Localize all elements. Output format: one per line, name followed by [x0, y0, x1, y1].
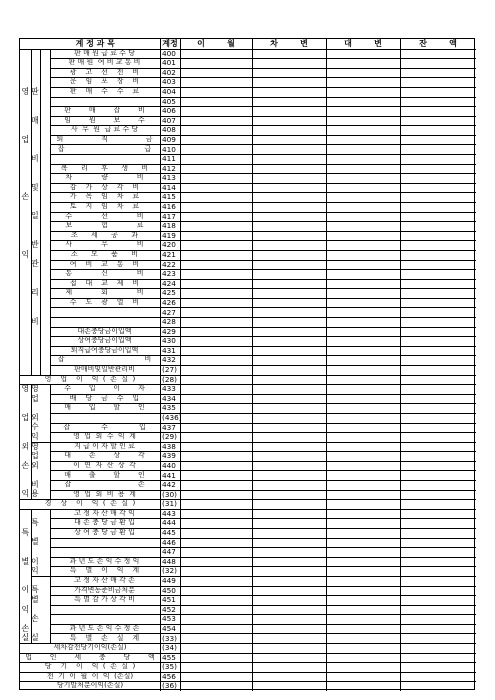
group-char: 특 [31, 585, 39, 595]
row-divider [50, 154, 476, 155]
group-char: 손 [21, 192, 30, 202]
account-name: 보 험 료 [65, 221, 144, 230]
account-code: (32) [162, 566, 177, 576]
account-code: (35) [162, 662, 177, 672]
group-char: 익 [21, 249, 30, 259]
account-name: 특 별 이 익 계 [69, 566, 140, 575]
account-code: 408 [162, 125, 176, 135]
account-code: 418 [162, 221, 176, 231]
column-divider [40, 49, 41, 375]
account-code: 429 [162, 326, 176, 336]
account-code: 425 [162, 288, 176, 298]
group-char: 익 [21, 489, 30, 499]
group-char: 관 [31, 259, 39, 269]
account-code: 420 [162, 240, 176, 250]
account-code: 413 [162, 173, 176, 183]
account-code: 454 [162, 623, 176, 633]
account-name: 특 별 감 가 상 각 비 [74, 595, 135, 604]
row-divider [50, 547, 476, 548]
row-divider [50, 614, 476, 615]
column-divider [50, 384, 51, 499]
group-char: 별 [31, 594, 39, 604]
account-name: 판 매 원 급 료 수 당 [74, 48, 135, 57]
account-code: (28) [162, 374, 177, 384]
account-code: 407 [162, 115, 176, 125]
account-name: 과 년 도 손 익 수 정 익 [69, 556, 140, 565]
group-char: 반 [31, 240, 39, 250]
account-code: 455 [162, 652, 176, 662]
account-code: 417 [162, 211, 176, 221]
account-code: 403 [162, 77, 176, 87]
account-code: 409 [162, 134, 176, 144]
group-char: 수 [31, 422, 39, 432]
group-char: 손 [21, 623, 30, 633]
account-code: 451 [162, 595, 176, 605]
account-name: 특 별 손 실 계 [69, 633, 140, 642]
group-char: 실 [21, 633, 30, 643]
account-name: 영 업 외 비 용 계 [73, 489, 136, 498]
column-divider [50, 49, 51, 375]
group-char: 이 [31, 556, 39, 566]
row-divider [50, 605, 476, 606]
group-char: 비 [31, 316, 39, 326]
group-char: 별 [31, 537, 39, 547]
account-code: 430 [162, 336, 176, 346]
group-char: 이 [21, 585, 30, 595]
account-code: 444 [162, 518, 176, 528]
group-char: 영 [31, 441, 39, 451]
group-char: 업 [21, 412, 30, 422]
account-name: 소 모 품 비 [70, 249, 139, 258]
account-name: 제 회 비 [65, 288, 144, 297]
account-code: (27) [162, 365, 177, 375]
account-name: 토 지 임 차 료 [69, 202, 140, 211]
group-char: 업 [21, 134, 30, 144]
account-code: 414 [162, 182, 176, 192]
account-code: 411 [162, 154, 176, 164]
account-name: 잡 손 [64, 480, 145, 489]
account-code: 450 [162, 585, 176, 595]
account-code: 446 [162, 537, 176, 547]
account-code: 443 [162, 508, 176, 518]
account-name: 배 당 금 수 입 [69, 393, 140, 402]
group-char: 특 [31, 518, 39, 528]
account-name: 판매비및일반관리비 [74, 365, 135, 374]
account-code: (33) [162, 633, 177, 643]
header-month: 이 월 [197, 39, 235, 48]
account-name: 상여충당금이입액 [77, 336, 132, 345]
account-code: 452 [162, 604, 176, 614]
account-code: 406 [162, 106, 176, 116]
account-name: 고 정 자 산 매 각 손 [74, 575, 135, 584]
account-code: 426 [162, 297, 176, 307]
row-divider [50, 317, 476, 318]
account-name: 가격변동준비금처분 [74, 585, 135, 594]
account-name: 사 무 비 [65, 240, 144, 249]
row-divider [50, 307, 476, 308]
account-code: 416 [162, 202, 176, 212]
account-code: 433 [162, 384, 176, 394]
account-code: (436) [162, 412, 182, 422]
account-code: 439 [162, 451, 176, 461]
account-code: 440 [162, 460, 176, 470]
account-name: 접 대 교 제 비 [69, 278, 140, 287]
account-code: 404 [162, 86, 176, 96]
header-subject: 계 정 과 목 [75, 39, 115, 48]
account-code: 428 [162, 317, 176, 327]
account-code: 424 [162, 278, 176, 288]
account-name: 대손충당금이입액 [77, 326, 132, 335]
account-name: 당 기 이 익 ( 손 실 ) [44, 662, 136, 671]
group-char: 실 [31, 633, 39, 643]
group-char: 손 [21, 460, 30, 470]
account-name: 잡 수 입 [63, 422, 146, 431]
account-name: 퇴직급여충당금이입액 [70, 345, 139, 354]
account-code: 441 [162, 470, 176, 480]
account-name: 차 량 비 [65, 173, 144, 182]
account-code: (34) [162, 643, 177, 653]
group-char: 비 [31, 479, 39, 489]
header-code: 계정 [162, 39, 178, 48]
group-char: 영 [21, 86, 30, 96]
account-code: (31) [162, 499, 177, 509]
account-name: 영 업 외 수 익 계 [73, 432, 136, 441]
account-code: (30) [162, 489, 177, 499]
ledger-sheet [19, 38, 475, 690]
group-char: 업 [31, 393, 39, 403]
account-code: 405 [162, 96, 176, 106]
group-char: 손 [31, 614, 39, 624]
group-char: 외 [31, 460, 39, 470]
account-name: 과 년 도 손 익 수 정 손 [69, 623, 140, 632]
account-code: 427 [162, 307, 176, 317]
account-name: 경 상 이 익 ( 손 실 ) [44, 499, 136, 508]
group-char: 용 [31, 489, 39, 499]
account-name: 사 무 원 급 료 수 당 [70, 125, 139, 134]
account-name: 운 임 포 장 비 [69, 77, 140, 86]
account-name: 고 정 자 산 매 각 익 [74, 508, 135, 517]
account-name: 가 옥 임 차 료 [69, 192, 140, 201]
account-code: 421 [162, 249, 176, 259]
header-credit: 대 변 [344, 39, 382, 48]
group-char: 영 [31, 383, 39, 393]
group-char: 및 [31, 182, 39, 192]
account-code: (36) [162, 681, 177, 691]
account-code: 453 [162, 614, 176, 624]
account-name: 매 출 할 인 [64, 470, 145, 479]
group-char: 매 [31, 115, 39, 125]
account-name: 전 기 이 월 이 익 (손실) [46, 671, 134, 680]
row-divider [50, 538, 476, 539]
group-char: 특 [21, 527, 30, 537]
account-code: 410 [162, 144, 176, 154]
account-name: 상 여 충 당 금 환 입 [74, 528, 135, 537]
account-name: 영 업 이 익 ( 손 실 ) [44, 374, 136, 383]
account-name: 판 매 원 여 비 교 통 비 [68, 58, 141, 67]
account-code: 435 [162, 403, 176, 413]
account-name: 통 신 비 [65, 269, 144, 278]
group-char: 비 [31, 153, 39, 163]
account-name: 조 세 공 과 [70, 230, 139, 239]
account-code: 445 [162, 528, 176, 538]
account-code: 423 [162, 269, 176, 279]
account-code: 437 [162, 422, 176, 432]
account-code: 402 [162, 67, 176, 77]
account-code: 415 [162, 192, 176, 202]
account-name: 당기말처분이익(손실) [56, 681, 124, 690]
account-name: 세차감전당기이익(손실) [53, 643, 127, 652]
account-code: 442 [162, 480, 176, 490]
account-code: (29) [162, 432, 177, 442]
account-name: 여 비 교 통 비 [69, 259, 140, 268]
group-char: 리 [31, 288, 39, 298]
account-code: 431 [162, 345, 176, 355]
header-balance: 잔 액 [419, 39, 457, 48]
account-name: 감 가 상 각 비 [69, 182, 140, 191]
account-name: 퇴 직 금 [56, 134, 153, 143]
group-char: 영 [21, 383, 30, 393]
account-name: 복 리 후 생 비 [60, 163, 149, 172]
account-code: 449 [162, 575, 176, 585]
account-name: 대 손 상 각 [64, 451, 145, 460]
account-name: 수 입 이 자 [64, 384, 145, 393]
account-code: 447 [162, 547, 176, 557]
account-name: 매 입 할 인 [64, 403, 145, 412]
account-name: 판 매 수 수 료 [69, 86, 140, 95]
group-char: 익 [21, 604, 30, 614]
column-divider [50, 509, 51, 643]
account-name: 수 도 광 열 비 [69, 297, 140, 306]
group-char: 외 [31, 412, 39, 422]
account-name: 대 손 충 당 금 환 입 [74, 518, 135, 527]
account-name: 지 급 이 자 할 인 료 [74, 441, 135, 450]
account-name: 판 매 잡 비 [64, 106, 145, 115]
account-name: 임 원 보 수 [64, 115, 145, 124]
row-divider [50, 413, 476, 414]
account-code: 448 [162, 556, 176, 566]
group-char: 업 [31, 451, 39, 461]
account-code: 422 [162, 259, 176, 269]
account-name: 이 연 자 산 상 각 [73, 460, 136, 469]
account-code: 432 [162, 355, 176, 365]
account-code: 412 [162, 163, 176, 173]
header-debit: 차 변 [270, 39, 308, 48]
row-divider [50, 97, 476, 98]
account-name: 법 인 세 충 당 액 [25, 652, 155, 661]
group-divider [31, 576, 51, 577]
account-code: 419 [162, 230, 176, 240]
group-char: 외 [21, 441, 30, 451]
account-name: 광 고 선 전 비 [69, 67, 140, 76]
group-char: 판 [31, 86, 39, 96]
account-name: 수 선 비 [65, 211, 144, 220]
account-code: 434 [162, 393, 176, 403]
group-char: 별 [21, 556, 30, 566]
group-char: 일 [31, 211, 39, 221]
group-char: 익 [31, 566, 39, 576]
account-code: 400 [162, 48, 176, 58]
group-char: 익 [31, 431, 39, 441]
account-code: 401 [162, 58, 176, 68]
account-code: 438 [162, 441, 176, 451]
account-name: 잡 급 [57, 144, 152, 153]
account-code: 456 [162, 671, 176, 681]
account-name: 잡 비 [57, 355, 152, 364]
